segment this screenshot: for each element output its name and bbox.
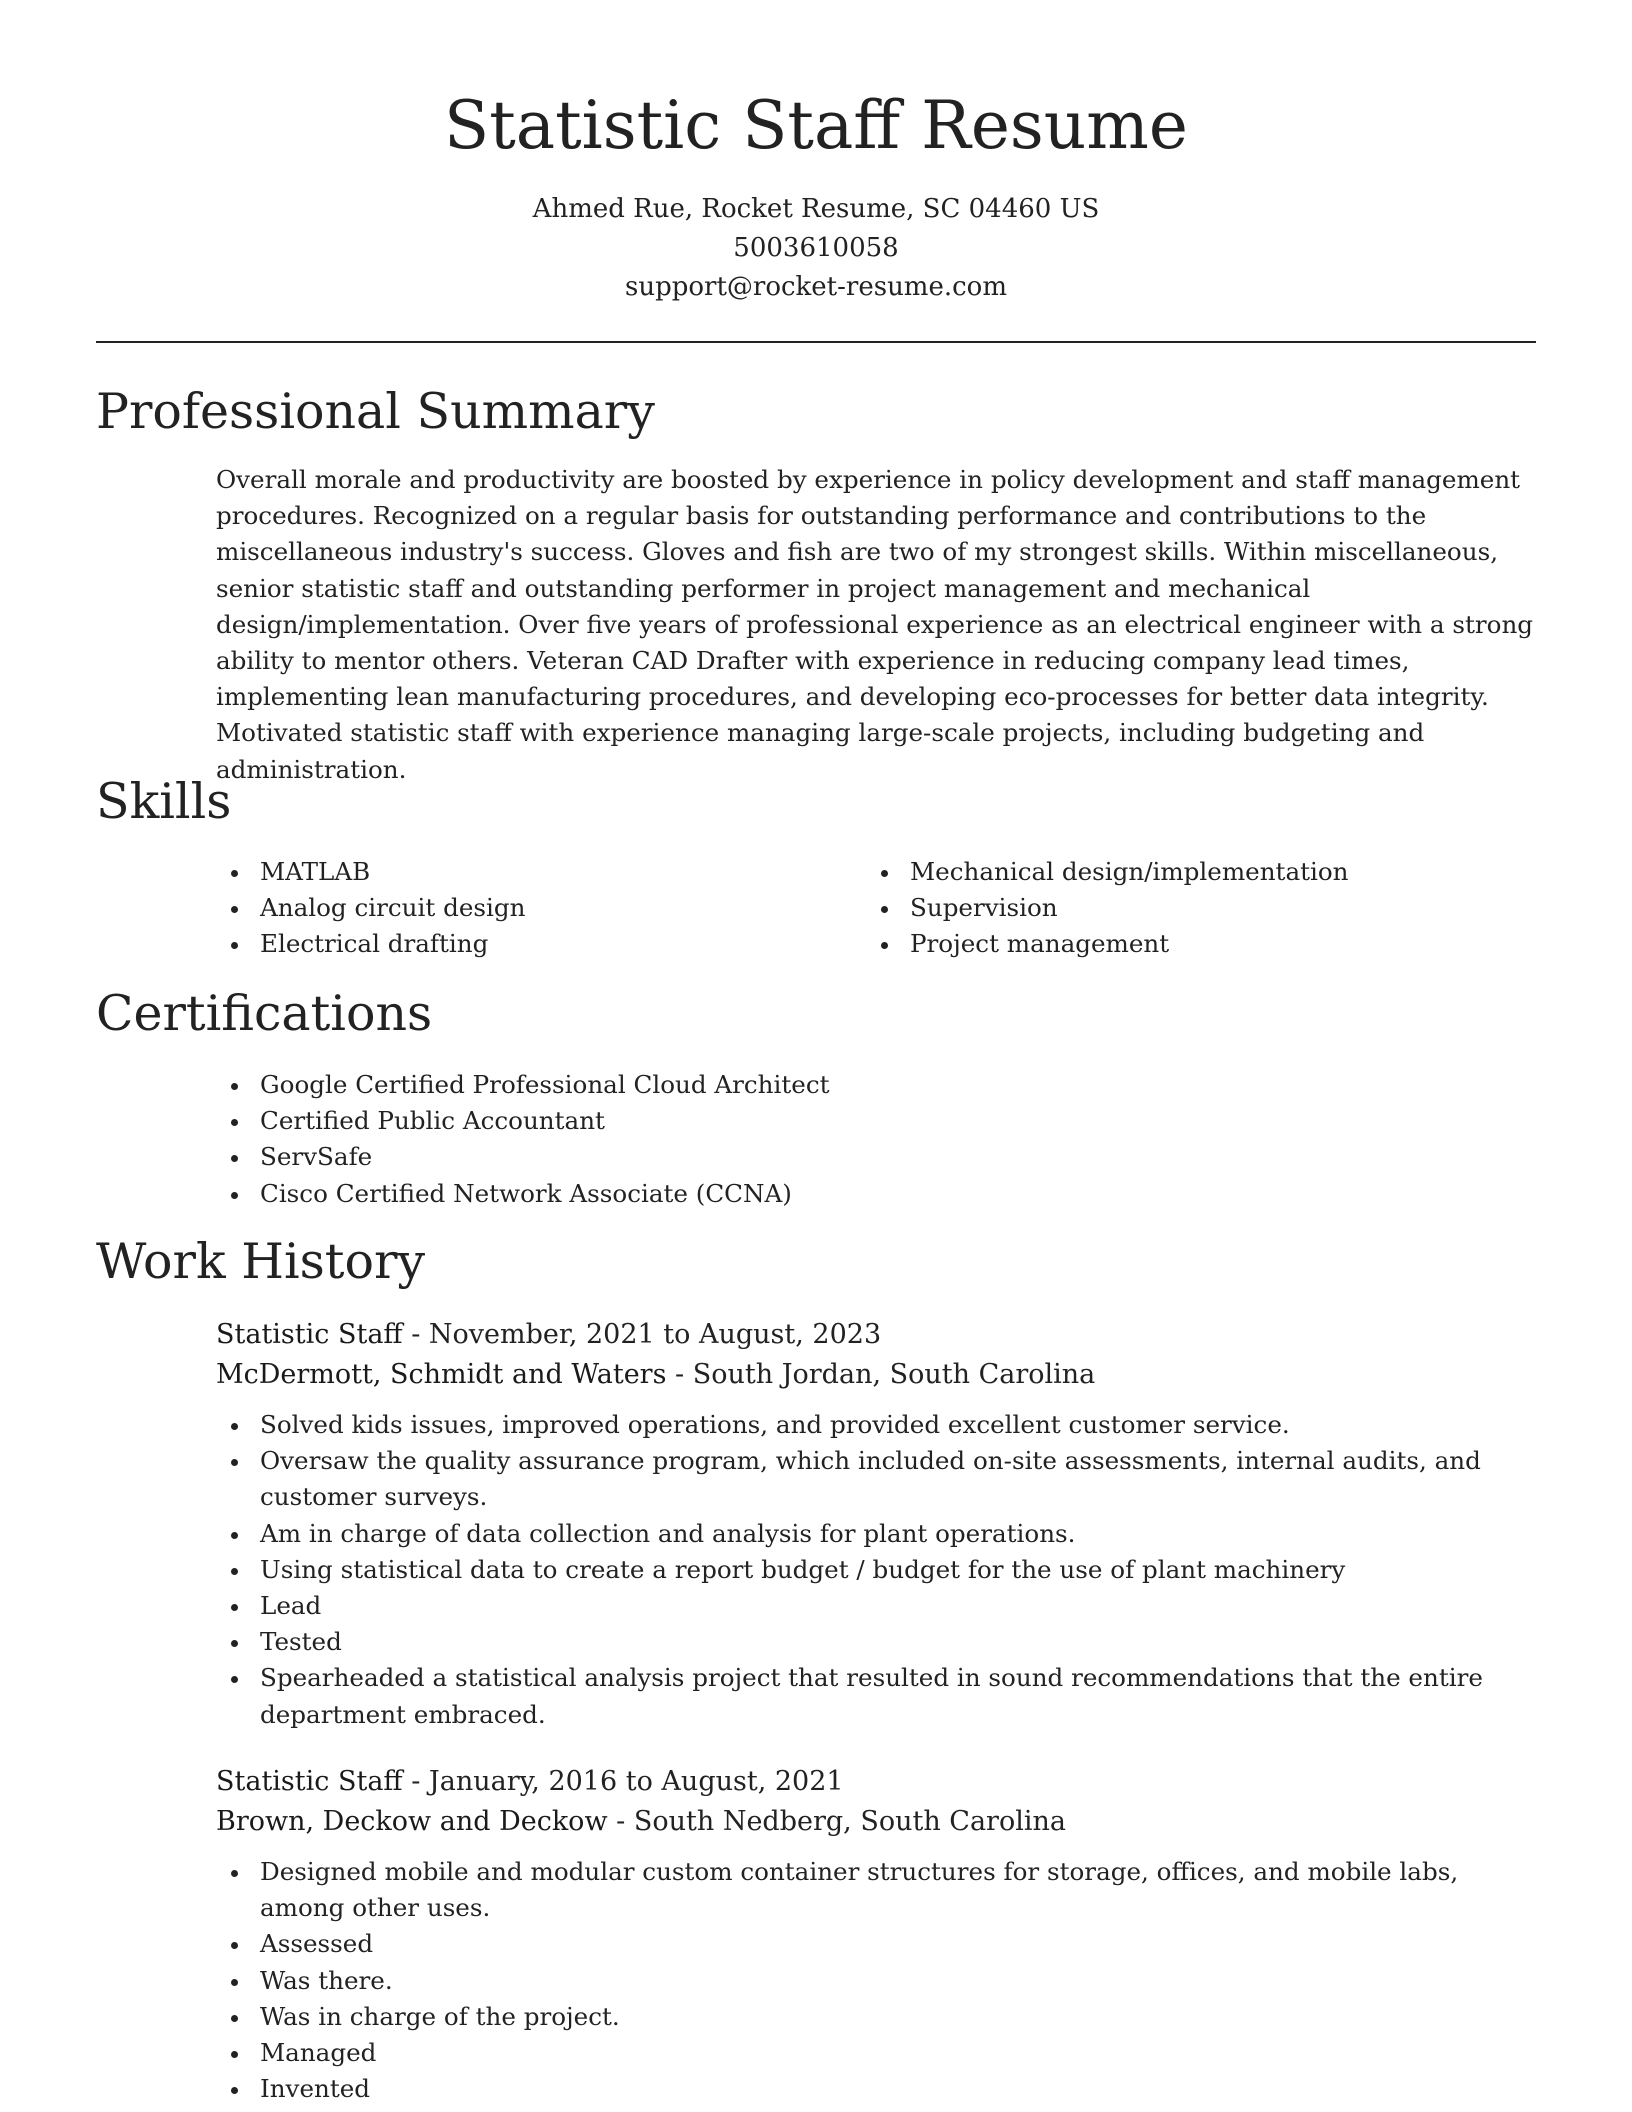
job-bullet: Designed mobile and modular custom container structures for storage, offices, and mobile labs, among other uses. xyxy=(216,1854,1536,1926)
job-bullet: Assessed xyxy=(216,1926,1536,1962)
bullet-icon xyxy=(231,1192,238,1199)
job-title-line: Statistic Staff - November, 2021 to August, 2023 xyxy=(216,1319,882,1350)
bullet-icon xyxy=(881,870,888,877)
job-bullet: Was in charge of the project. xyxy=(216,1999,1536,2035)
job-bullet: Tested xyxy=(216,1624,1536,1660)
job-bullet: Oversaw the quality assurance program, which included on-site assessments, internal audits, and customer surveys. xyxy=(216,1443,1536,1515)
job-dates: January, 2016 to August, 2021 xyxy=(428,1766,844,1797)
job-bullet: Was there. xyxy=(216,1963,1536,1999)
skill-item: Mechanical design/implementation xyxy=(866,854,1526,890)
bullet-icon xyxy=(881,906,888,913)
certification-item: Certified Public Accountant xyxy=(216,1103,1536,1139)
bullet-icon xyxy=(231,1979,238,1986)
certification-item: Cisco Certified Network Associate (CCNA) xyxy=(216,1176,1536,1212)
job-company-line: McDermott, Schmidt and Waters - South Jordan, South Carolina xyxy=(216,1359,1096,1390)
job-bullet: Using statistical data to create a report budget / budget for the use of plant machinery xyxy=(216,1552,1536,1588)
contact-address: Ahmed Rue, Rocket Resume, SC 04460 US xyxy=(532,194,1100,224)
bullet-icon xyxy=(231,1083,238,1090)
bullet-icon xyxy=(231,1459,238,1466)
skills-list-left xyxy=(216,854,816,963)
bullet-icon xyxy=(231,1870,238,1877)
job-bullet: Am in charge of data collection and analysis for plant operations. xyxy=(216,1516,1536,1552)
job-bullet: Solved kids issues, improved operations, and provided excellent customer service. xyxy=(216,1407,1536,1443)
resume-title: Statistic Staff Resume xyxy=(444,87,1188,164)
bullet-icon xyxy=(231,1423,238,1430)
summary-heading: Professional Summary xyxy=(96,383,655,440)
bullet-icon xyxy=(231,1604,238,1611)
job-company: McDermott, Schmidt and Waters xyxy=(216,1359,667,1390)
job-bullet: Invented xyxy=(216,2071,1536,2107)
header-divider xyxy=(96,341,1536,343)
skill-item: Supervision xyxy=(866,890,1526,926)
job-location: South Nedberg, South Carolina xyxy=(633,1806,1066,1837)
bullet-icon xyxy=(231,1119,238,1126)
bullet-icon xyxy=(231,1942,238,1949)
bullet-icon xyxy=(231,870,238,877)
work-history-heading: Work History xyxy=(96,1233,426,1290)
job-company: Brown, Deckow and Deckow xyxy=(216,1806,608,1837)
job-dates: November, 2021 to August, 2023 xyxy=(428,1319,882,1350)
skill-item: Electrical drafting xyxy=(216,926,816,962)
skills-heading: Skills xyxy=(96,773,232,830)
skill-item: MATLAB xyxy=(216,854,816,890)
skills-list-right xyxy=(866,854,1526,963)
bullet-icon xyxy=(231,2087,238,2094)
bullet-icon xyxy=(231,906,238,913)
summary-text: Overall morale and productivity are boosted by experience in policy development and staff management procedures. Recognized on a regular basis for outstanding performance and contributions to the miscellaneous industry's success. Gloves and fish are two of my strongest skills. Within miscellaneous, senior statistic staff and outstanding performer in project management and mechanical design/implementation. Over five years of professional experience as an electrical engineer with a strong ability to mentor others. Veteran CAD Drafter with experience in reducing company lead times, implementing lean manufacturing procedures, and developing eco-processes for better data integrity. Motivated statistic staff with experience managing large-scale projects, including budgeting and administration. xyxy=(216,465,1534,784)
job-bullet: Spearheaded a statistical analysis project that resulted in sound recommendations that the entire department embraced. xyxy=(216,1660,1536,1732)
bullet-icon xyxy=(881,942,888,949)
certifications-heading: Certifications xyxy=(96,985,433,1042)
skill-item: Analog circuit design xyxy=(216,890,816,926)
job-title: Statistic Staff xyxy=(216,1319,403,1350)
job-bullets xyxy=(216,1407,1536,1733)
bullet-icon xyxy=(231,1568,238,1575)
bullet-icon xyxy=(231,942,238,949)
job-bullet: Lead xyxy=(216,1588,1536,1624)
job-title: Statistic Staff xyxy=(216,1766,403,1797)
job-company-line: Brown, Deckow and Deckow - South Nedberg, South Carolina xyxy=(216,1806,1066,1837)
job-entry xyxy=(216,1315,1536,1733)
job-bullets xyxy=(216,1854,1536,2107)
bullet-icon xyxy=(231,1676,238,1683)
job-title-line: Statistic Staff - January, 2016 to August, 2021 xyxy=(216,1766,844,1797)
bullet-icon xyxy=(231,2015,238,2022)
bullet-icon xyxy=(231,1640,238,1647)
certification-item: Google Certified Professional Cloud Architect xyxy=(216,1067,1536,1103)
certifications-list xyxy=(216,1067,1536,1212)
bullet-icon xyxy=(231,2051,238,2058)
job-location: South Jordan, South Carolina xyxy=(692,1359,1096,1390)
job-bullet: Managed xyxy=(216,2035,1536,2071)
job-entry xyxy=(216,1762,1536,2107)
contact-email: support@rocket-resume.com xyxy=(624,272,1007,302)
certification-item: ServSafe xyxy=(216,1139,1536,1175)
bullet-icon xyxy=(231,1532,238,1539)
bullet-icon xyxy=(231,1155,238,1162)
skill-item: Project management xyxy=(866,926,1526,962)
contact-block xyxy=(0,190,1632,307)
contact-phone: 5003610058 xyxy=(733,233,899,263)
